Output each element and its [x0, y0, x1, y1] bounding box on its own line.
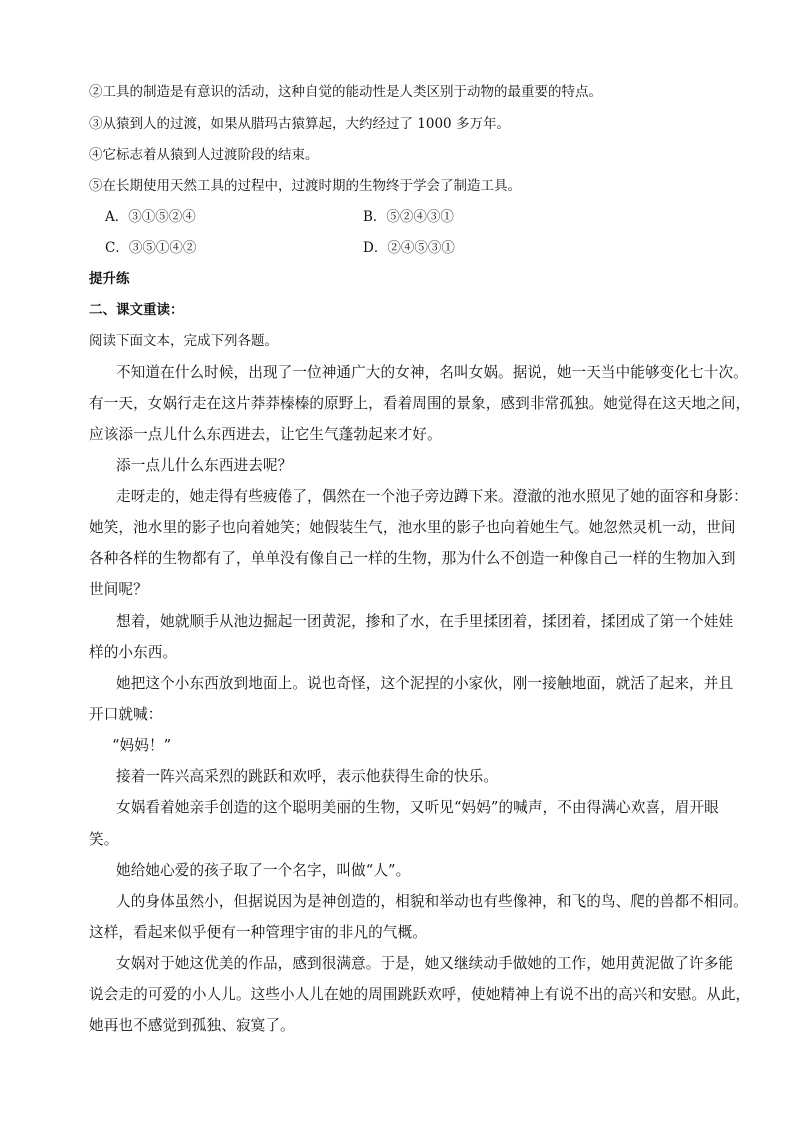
paragraph-line: 笑。 [89, 831, 119, 848]
paragraph-line: 女娲对于她这优美的作品，感到很满意。于是，她又继续动手做她的工作，她用黄泥做了许多能 [116, 955, 734, 972]
option-b: B．⑤②④③① [363, 209, 454, 225]
paragraph-line: 不知道在什么时候，出现了一位神通广大的女神，名叫女娲。据说，她一天当中能够变化七十次。 [116, 364, 748, 381]
section-heading: 二、课文重读： [89, 302, 184, 318]
list-item: ⑤在长期使用天然工具的过程中，过渡时期的生物终于学会了制造工具。 [89, 178, 521, 194]
paragraph-line: 她给她心爱的孩子取了一个名字，叫做“人”。 [116, 862, 411, 879]
paragraph-line: 说会走的可爱的小人儿。这些小人儿在她的周围跳跃欢呼，使她精神上有说不出的高兴和安慰。从此， [89, 986, 751, 1003]
instruction: 阅读下面文本，完成下列各题。 [89, 333, 278, 349]
paragraph-line: 她再也不感觉到孤独、寂寞了。 [89, 1017, 295, 1034]
paragraph-line: 样的小东西。 [89, 644, 178, 661]
paragraph-line: 有一天，女娲行走在这片莽莽榛榛的原野上，看着周围的景象，感到非常孤独。她觉得在这天地之间， [89, 395, 751, 412]
paragraph-line: 开口就喊： [89, 706, 163, 723]
option-d: D．②④⑤③① [363, 240, 455, 256]
list-item: ②工具的制造是有意识的活动，这种自觉的能动性是人类区别于动物的最重要的特点。 [89, 84, 602, 100]
paragraph-line: “妈妈！” [112, 737, 172, 754]
option-a: A．③①⑤②④ [105, 209, 196, 225]
option-c: C．③⑤①④② [105, 240, 197, 256]
paragraph-line: 想着，她就顺手从池边掘起一团黄泥，掺和了水，在手里揉团着，揉团着，揉团成了第一个娃娃 [116, 613, 734, 630]
paragraph-line: 人的身体虽然小，但据说因为是神创造的，相貌和举动也有些像神，和飞的鸟、爬的兽都不相同。 [116, 893, 748, 910]
paragraph-line: 接着一阵兴高采烈的跳跃和欢呼，表示他获得生命的快乐。 [116, 768, 499, 785]
paragraph-line: 添一点儿什么东西进去呢？ [116, 457, 293, 474]
paragraph-line: 走呀走的，她走得有些疲倦了，偶然在一个池子旁边蹲下来。澄澈的池水照见了她的面容和身影： [116, 488, 748, 505]
list-item: ③从猿到人的过渡，如果从腊玛古猿算起，大约经过了 1000 多万年。 [89, 116, 510, 132]
paragraph-line: 各种各样的生物都有了，单单没有像自己一样的生物，那为什么不创造一种像自己一样的生物加入到 [89, 550, 736, 567]
list-item: ④它标志着从猿到人过渡阶段的结束。 [89, 147, 319, 163]
paragraph-line: 她笑，池水里的影子也向着她笑；她假装生气，池水里的影子也向着她生气。她忽然灵机一动，世间 [89, 519, 736, 536]
paragraph-line: 应该添一点儿什么东西进去，让它生气蓬勃起来才好。 [89, 426, 442, 443]
paragraph-line: 这样，看起来似乎便有一种管理宇宙的非凡的气概。 [89, 924, 427, 941]
paragraph-line: 她把这个小东西放到地面上。说也奇怪，这个泥捏的小家伙，刚一接触地面，就活了起来，并且 [116, 675, 734, 692]
section-heading: 提升练 [89, 271, 130, 287]
paragraph-line: 女娲看着她亲手创造的这个聪明美丽的生物，又听见“妈妈”的喊声，不由得满心欢喜，眉开眼 [116, 799, 719, 816]
paragraph-line: 世间呢？ [89, 581, 148, 598]
